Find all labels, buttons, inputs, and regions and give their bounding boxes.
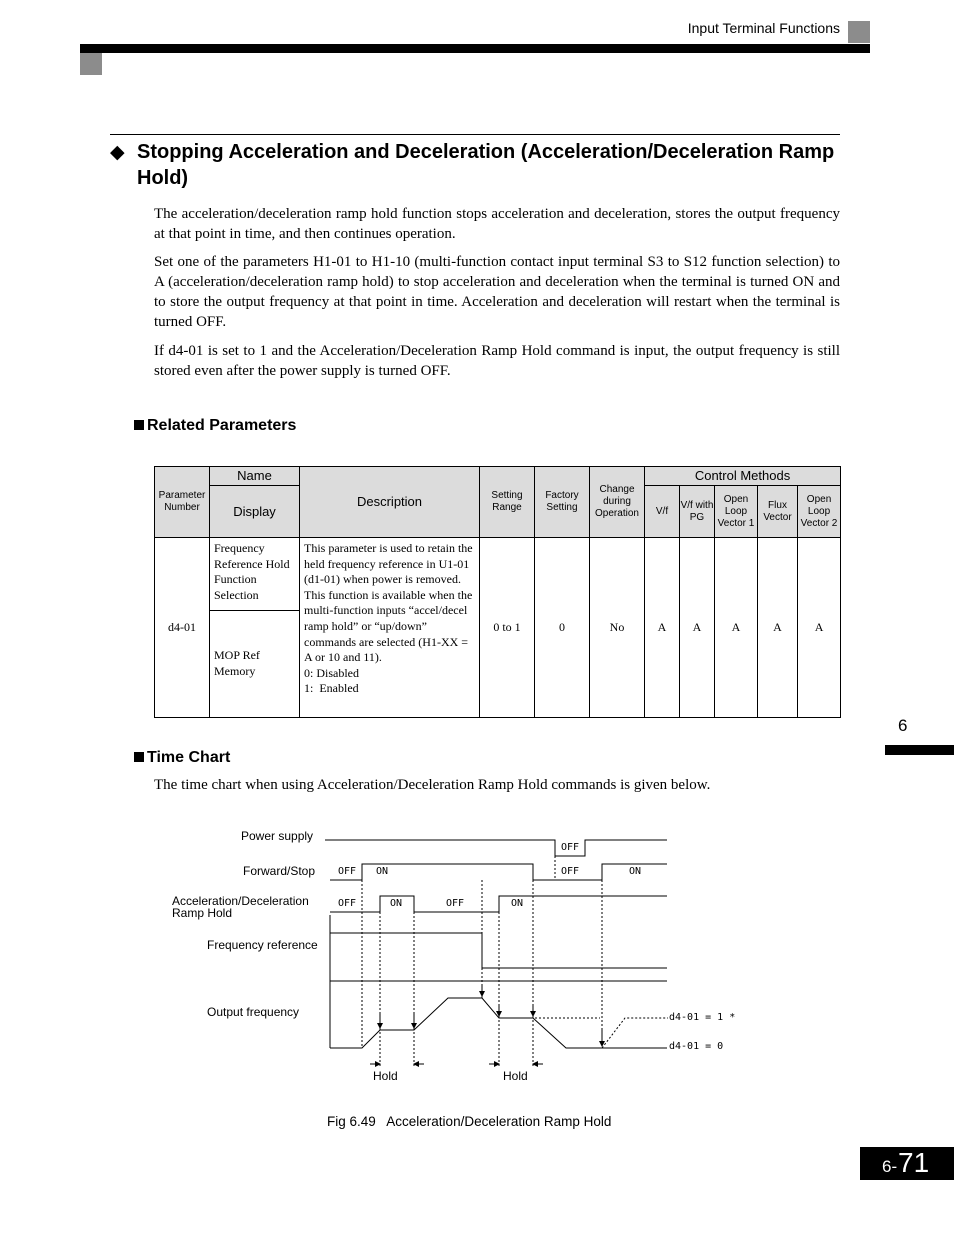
frequency-reference-signal [330,933,667,968]
cell-method-vf-pg: A [680,538,715,718]
header-description: Description [300,467,480,538]
section-title: Stopping Acceleration and Deceleration (Acceleration/Deceleration Ramp Hold) [137,141,835,189]
label-output-frequency: Output frequency [207,1005,300,1019]
cell-method-olv2: A [798,538,841,718]
header-method-olv1: Open Loop Vector 1 [715,486,758,538]
header-display: Display [210,486,300,538]
header-change-during-operation: Change during Operation [590,467,645,538]
header-method-vf-pg: V/f with PG [680,486,715,538]
cell-method-vf: A [645,538,680,718]
page-number-prefix: 6- [882,1157,898,1176]
description-option-1: 1: Enabled [304,681,359,696]
running-header: Input Terminal Functions [687,20,840,36]
label-forward-stop: Forward/Stop [243,864,316,878]
header-method-flux: Flux Vector [758,486,798,538]
header-control-methods: Control Methods [645,467,841,486]
paragraph-1: The acceleration/deceleration ramp hold function stops acceleration and deceleration, stores the output frequency at that point in time, and then continues operation. [154,206,840,242]
cell-display: MOP Ref Memory [210,611,300,718]
label-hold-off-1: OFF [338,898,357,909]
header-method-vf: V/f [645,486,680,538]
label-fwd-off-2: OFF [561,866,580,877]
description-text: This parameter is used to retain the held frequency reference in U1-01 (d1-01) when power is removed. This function is available when the multi-function inputs “accel/decel ramp hold” or “up/down” commands are selected (H1-XX = A or 10 and 11). [304,541,473,665]
header-name: Name [210,467,300,486]
cell-setting-range: 0 to 1 [480,538,535,718]
header-setting-range: Setting Range [480,467,535,538]
diamond-bullet-icon: ◆ [110,141,125,163]
paragraph-2: Set one of the parameters H1-01 to H1-10 (multi-function contact input terminal S3 to S12 function selection) to A (acceleration/deceleration ramp hold) to stop acceleration and deceleration when the terminal is turned ON and to store the output frequency at that point in time. Acceleration and deceleration will restart when the terminal is turned OFF. [154,254,840,330]
power-supply-signal [325,840,667,856]
paragraph-3: If d4-01 is set to 1 and the Acceleration/Deceleration Ramp Hold command is input, the output frequency is still stored even after the power supply is turned OFF. [154,343,840,379]
label-hold-on-2: ON [511,898,524,909]
label-ramp-hold-2: Ramp Hold [172,906,233,920]
time-chart-intro: The time chart when using Acceleration/Deceleration Ramp Hold commands is given below. [154,777,711,793]
header-method-olv2: Open Loop Vector 2 [798,486,841,538]
label-hold-off-2: OFF [446,898,465,909]
cell-param-number: d4-01 [155,538,210,718]
time-chart-heading-text: Time Chart [147,749,231,766]
label-hold-2: Hold [503,1069,528,1083]
label-fwd-off-1: OFF [338,866,357,877]
label-hold-1: Hold [373,1069,398,1083]
label-fwd-on-2: ON [629,866,642,877]
cell-name: Frequency Reference Hold Function Selection [210,538,300,611]
figure-caption: Fig 6.49 Acceleration/Deceleration Ramp Hold [327,1114,612,1129]
cell-method-olv1: A [715,538,758,718]
label-power-off: OFF [561,842,580,853]
description-option-0: 0: Disabled [304,665,359,680]
label-frequency-reference: Frequency reference [207,938,318,952]
label-hold-on-1: ON [390,898,403,909]
header-factory-setting: Factory Setting [535,467,590,538]
page-number: 71 [898,1147,930,1178]
header-parameter-number: Parameter Number [155,467,210,538]
page-number-box [860,1147,954,1180]
output-frequency-d4-1 [602,1018,668,1048]
label-ramp-hold-1: Acceleration/Deceleration [172,894,309,908]
label-d4-01-1: d4-01 = 1 * [669,1012,736,1023]
label-fwd-on-1: ON [376,866,389,877]
cell-change-during-operation: No [590,538,645,718]
chapter-tab-number: 6 [898,716,908,735]
cell-method-flux: A [758,538,798,718]
label-power-supply: Power supply [241,829,314,843]
label-d4-01-0: d4-01 = 0 [669,1041,724,1052]
related-parameters-heading-text: Related Parameters [147,417,297,434]
cell-factory-setting: 0 [535,538,590,718]
